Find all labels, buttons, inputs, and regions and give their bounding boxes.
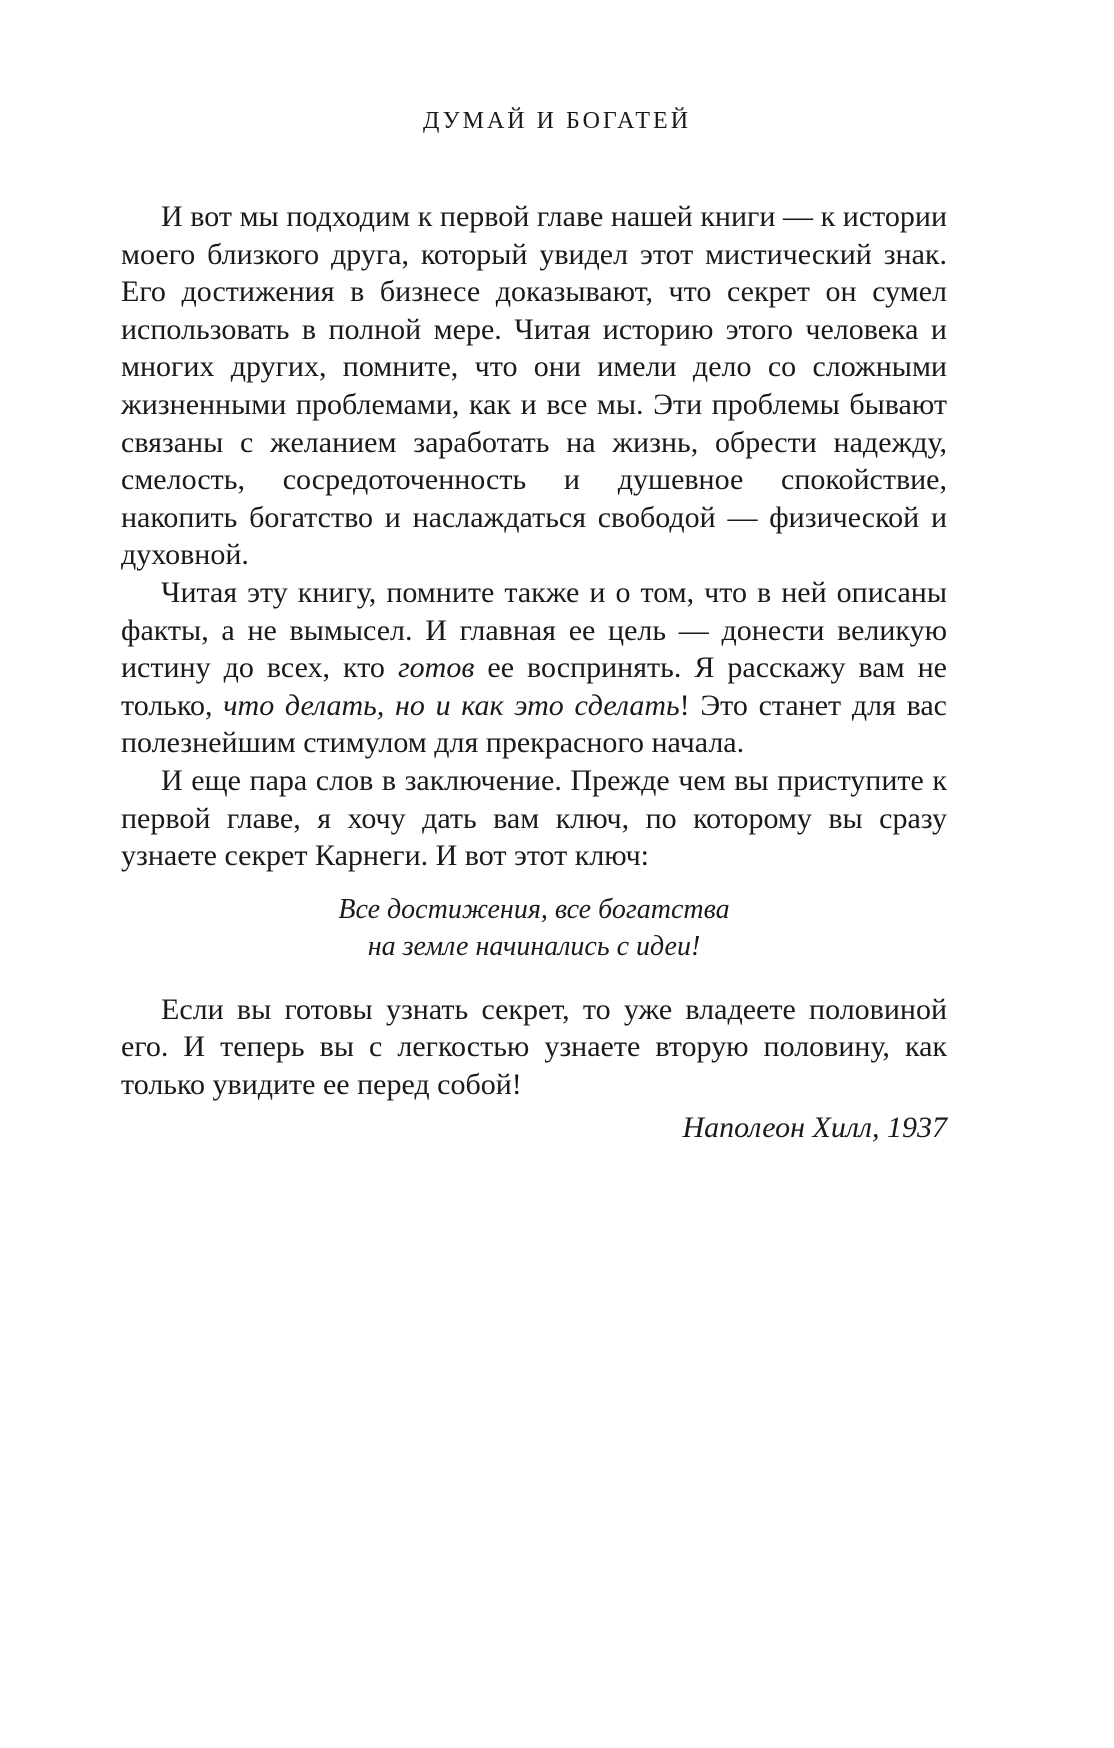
epigraph-line-2: на земле начинались с идеи! [367,930,701,962]
running-head: ДУМАЙ И БОГАТЕЙ [422,108,692,134]
paragraph-2-part-a: Читая эту книгу, помните также и о том, что в ней описаны факты, а не вымысел. И главная ее цель — донести великую истину до всех, кто [121,575,947,685]
author-signature: Наполеон Хилл, 1937 [682,1111,947,1145]
emphasis-ready: готов [397,651,475,685]
epigraph-quote [121,891,947,965]
paragraph-2 [121,574,947,762]
paragraph-1: И вот мы подходим к первой главе нашей книги — к истории моего близкого друга, который увидел этот мистический знак. Его достижения в бизнесе доказывают, что секрет он сумел использовать в полной мере. Читая историю этого человека и многих других, помните, что они имели дело со сложными жизненными проблемами, как и все мы. Эти проблемы бывают связаны с желанием заработать на жизнь, обрести надежду, смелость, сосредоточенность и душевное спокойствие, накопить богатство и наслаждаться свободой — физической и духовной. [121,200,947,572]
paragraph-2-part-c: ! Это станет для вас полезнейшим стимулом для прекрасного начала. [121,688,947,760]
body-text [121,198,947,1147]
epigraph-line-1: Все достижения, все богатства [338,893,730,925]
paragraph-3: И еще пара слов в заключение. Прежде чем вы приступите к первой главе, я хочу дать вам ключ, по которому вы сразу узнаете секрет Карнеги. И вот этот ключ: [121,763,947,873]
emphasis-what-how: что делать, но и как это сделать [223,688,680,722]
paragraph-2-part-b: ее воспринять. Я расскажу вам не только, [121,651,947,722]
paragraph-4: Если вы готовы узнать секрет, то уже владеете половиной его. И теперь вы с легкостью узнаете вторую половину, как только увидите ее перед собой! [121,992,947,1101]
